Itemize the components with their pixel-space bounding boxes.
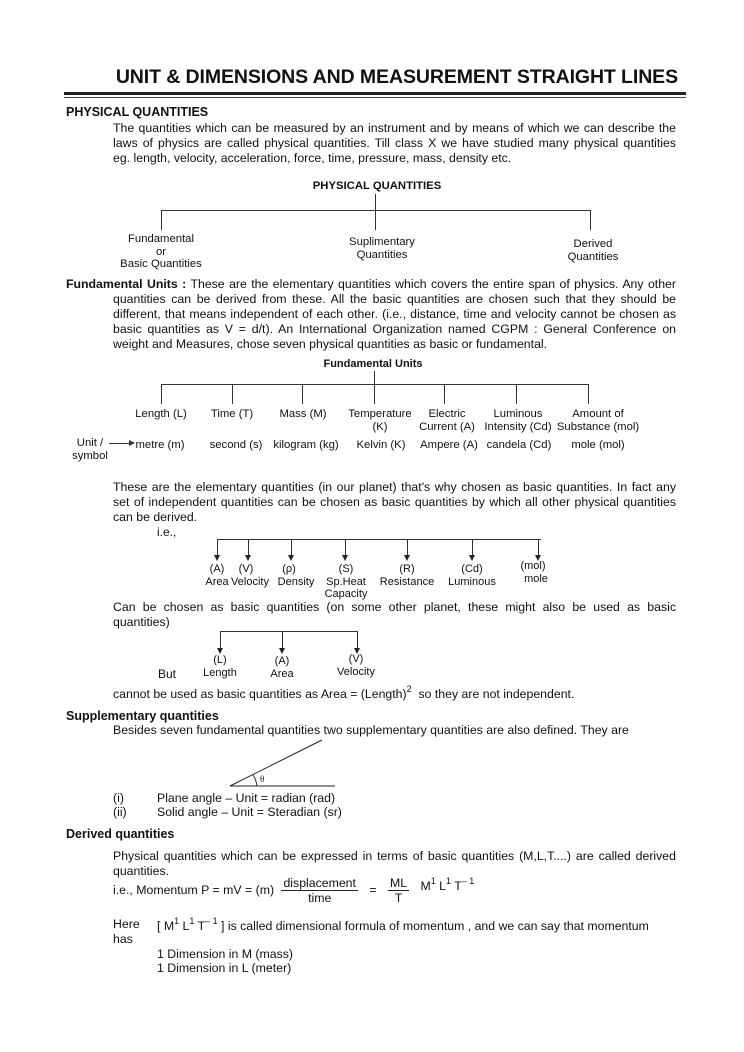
arrow-down-icon [220,631,221,649]
arrow-down-icon [472,539,473,556]
quantity-amount-of-substance: Amount of Substance (mol) [556,408,640,433]
quantity-electric-current: Electric Current (A) [419,408,475,433]
elementary-paragraph: These are the elementary quantities (in our planet) that's why chosen as basic quantities. In fact any set of independent quantities can be chosen as basic quantities by which all other physical quantities can be derived. [113,480,676,524]
section-heading-physical-quantities: PHYSICAL QUANTITIES [66,105,209,119]
branch-derived: Derived Quantities [567,238,619,263]
fundamental-units-label: Fundamental Units : [66,277,187,291]
item-luminous: (Cd) Luminous [448,563,496,588]
arrowhead-icon [279,648,285,654]
tree-branch-line [217,539,541,540]
list-item-solid-angle: Solid angle – Unit = Steradian (sr) [157,805,342,819]
tree-connector [516,384,517,404]
tree-connector [375,194,376,211]
unit-second: second (s) [209,439,263,451]
dimension-length: 1 Dimension in L (meter) [157,961,292,975]
tree-branch-line [161,210,591,211]
arrow-down-icon [248,539,249,556]
tree-connector [232,384,233,404]
dimension-mass: 1 Dimension in M (mass) [157,947,293,961]
physical-quantities-paragraph: The quantities which can be measured by an instrument and by means of which we can describe the laws of physics are called physical quantities. Till class X we have studied many physical quantities eg. length, velocity, acceleration, force, time, pressure, mass, density etc. [113,121,676,165]
tree-connector [161,384,162,404]
tree-connector [374,384,375,404]
section-heading-derived: Derived quantities [66,827,175,841]
tree-connector [588,384,589,404]
arrowhead-icon [245,555,251,561]
tree-connector [590,210,591,230]
diagram-title-fundamental-units: Fundamental Units [323,358,423,370]
but-label: But [158,667,177,681]
cannot-be-used-text: cannot be used as basic quantities as Area = (Length)$^2$ so they are not independent. [113,684,575,701]
tree-branch-line [220,631,358,632]
quantity-mass: Mass (M) [279,408,327,420]
list-item-num: (i) [113,791,124,805]
tree-connector [161,210,162,230]
item-velocity: (V) Velocity [231,563,269,588]
diagram-title-physical-quantities: PHYSICAL QUANTITIES [312,180,442,192]
arrowhead-icon [214,555,220,561]
arrow-down-icon [282,631,283,649]
list-item-num: (ii) [113,805,127,819]
arrowhead-icon [404,555,410,561]
item-specific-heat: (S) Sp.Heat Capacity [324,563,368,600]
derived-paragraph: Physical quantities which can be expressed in terms of basic quantities (M,L,T....) are called derived quantities. [113,849,676,878]
unit-symbol-label: Unit / symbol [72,437,108,462]
quantity-luminous-intensity: Luminous Intensity (Cd) [484,408,552,433]
unit-kelvin: Kelvin (K) [356,439,406,451]
arrow-down-icon [357,631,358,649]
dimensional-formula-text: [ $M^1$ $L^1$ $T^{- 1}$ ] is called dimensional formula of momentum , and we can say that momentum [157,916,649,933]
item-density: (ρ) Density [277,563,315,588]
arrowhead-icon [342,555,348,561]
arrow-down-icon [291,539,292,556]
dimensional-result: $M^1$ $L^1$ $T^{- 1}$ [420,876,475,893]
arrowhead-icon [129,440,135,446]
plane-angle-icon [225,735,340,790]
item-velocity-2: (V) Velocity [337,653,375,678]
quantity-length: Length (L) [135,408,187,420]
theta-label: θ [260,774,265,784]
tree-connector [374,371,375,385]
unit-mole: mole (mol) [571,439,625,451]
fraction-ml-t: $\frac{ML}{T}$ [389,876,408,906]
tree-branch-line [161,384,589,385]
momentum-formula: i.e., Momentum P = mV = (m) $\frac{\text{displacement}}{\text{time}}$ = $\frac{ML}{T}$ $M^1$ $L^1$ $T^{- 1}$ [113,876,475,906]
item-resistance: (R) Resistance [379,563,435,588]
fundamental-units-paragraph: Fundamental Units : These are the elementary quantities which covers the entire span of physics. Any other [66,277,676,291]
branch-fundamental: Fundamental or Basic Quantities [120,233,202,270]
item-mole: (mol) mole [520,560,548,585]
arrow-down-icon [538,539,539,556]
branch-supplementary: Suplimentary Quantities [349,236,415,261]
item-area-2: (A) Area [270,655,294,680]
item-length: (L) Length [203,654,237,679]
quantity-time: Time (T) [210,408,254,420]
tree-connector [375,210,376,230]
arrow-down-icon [217,539,218,556]
tree-connector [302,384,303,404]
has-label: has [113,932,133,946]
ie-label: i.e., [157,525,177,539]
supplementary-text: Besides seven fundamental quantities two supplementary quantities are also defined. They are [113,723,629,737]
fundamental-units-paragraph-cont: quantities can be derived from these. All the basic quantities are chosen such that they should be different, that means independent of each other. (i.e., distance, time and velocity cannot be chosen as basic quantities as V = d/t). An International Organization named CGPM : General Conference on weight and Measures, chose seven physical quantities as basic or fundamental. [113,292,676,351]
unit-ampere: Ampere (A) [420,439,478,451]
header-rule-thick [64,92,686,95]
unit-kilogram: kilogram (kg) [273,439,339,451]
page-title: UNIT & DIMENSIONS AND MEASUREMENT STRAIGHT LINES [115,66,678,88]
tree-connector [444,384,445,404]
arrowhead-icon [469,555,475,561]
unit-candela: candela (Cd) [486,439,552,451]
header-rule-thin [64,97,686,98]
unit-metre: metre (m) [135,439,185,451]
quantity-temperature: Temperature (K) [348,408,412,433]
here-label: Here [113,917,140,931]
arrow-right-icon [109,443,131,444]
can-be-chosen-paragraph: Can be chosen as basic quantities (on some other planet, these might also be used as basic quantities) [113,600,676,629]
item-area: (A) Area [205,563,229,588]
list-item-plane-angle: Plane angle – Unit = radian (rad) [157,791,336,805]
fraction-displacement-time: $\frac{\text{displacement}}{\text{time}}$ [283,876,356,906]
arrow-down-icon [407,539,408,556]
section-heading-supplementary: Supplementary quantities [66,709,219,723]
arrow-down-icon [345,539,346,556]
arrowhead-icon [288,555,294,561]
